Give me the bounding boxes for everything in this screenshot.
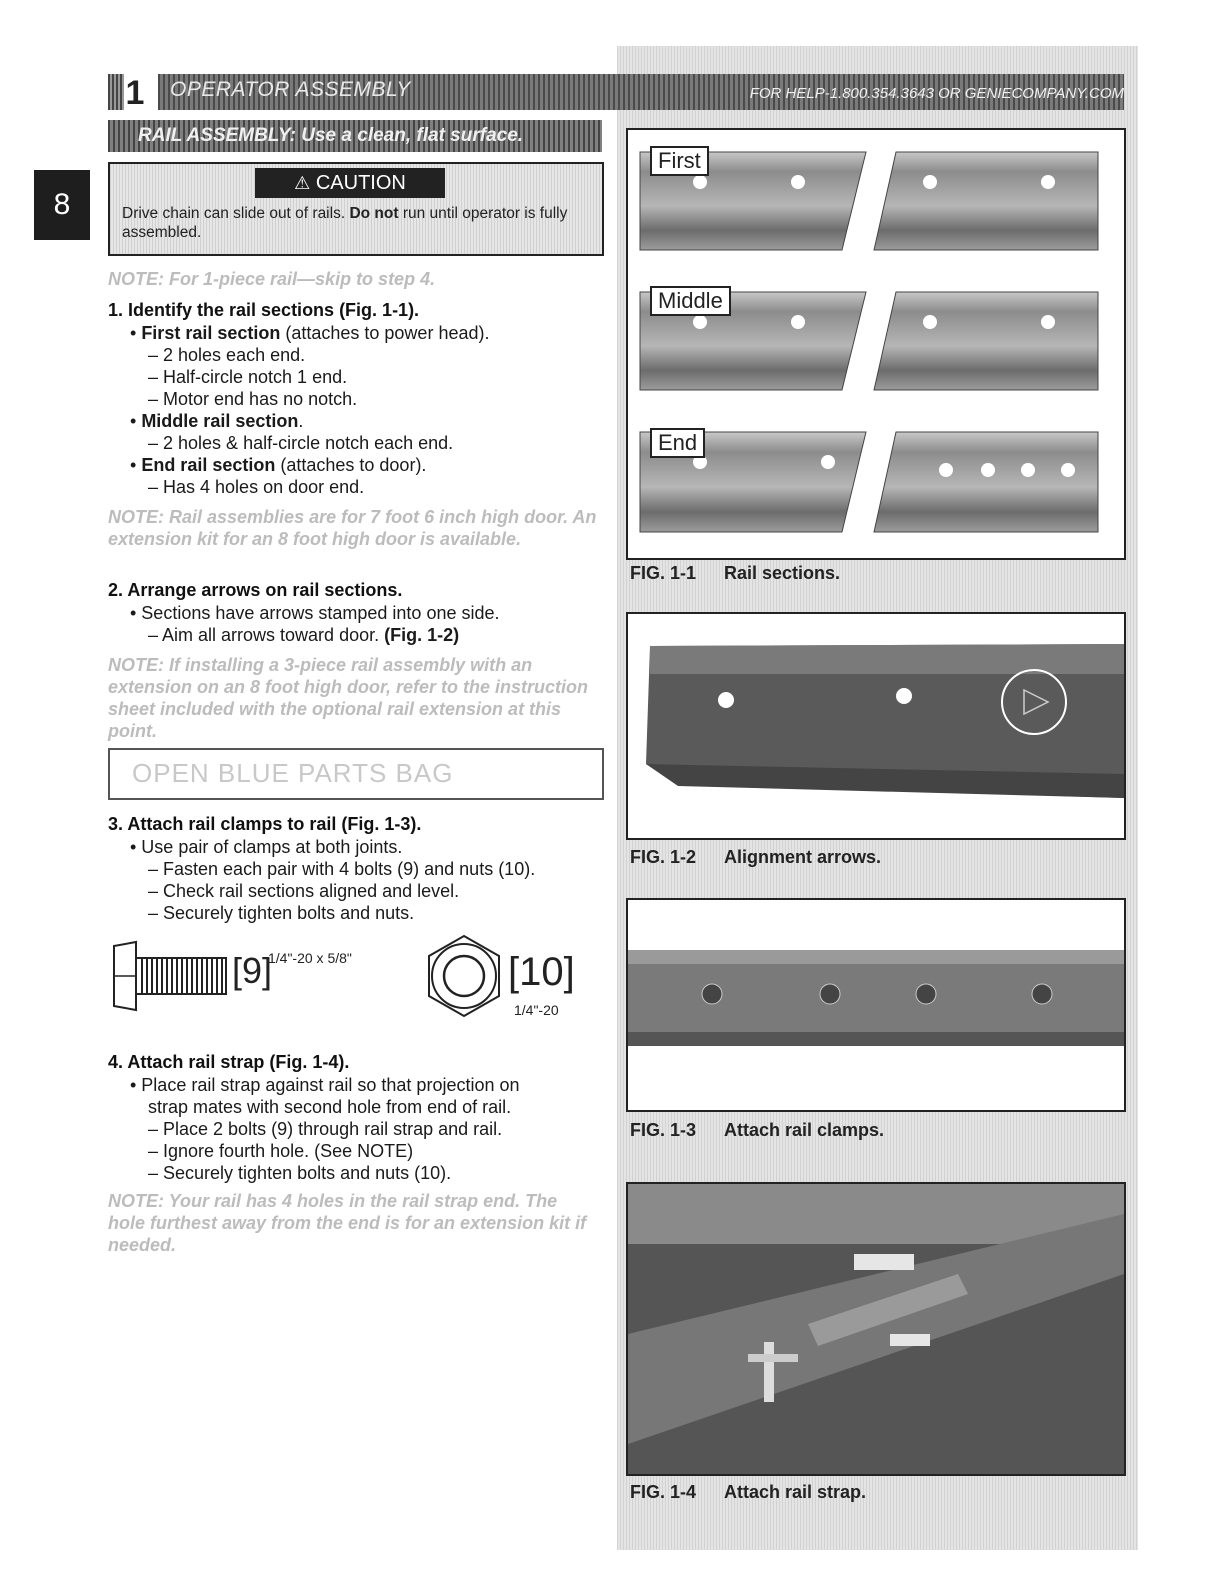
caution-text: Drive chain can slide out of rails. Do not run until operator is fully assembled. — [122, 205, 568, 241]
caution-label-text: CAUTION — [315, 172, 406, 194]
list-item: – Has 4 holes on door end. — [148, 477, 365, 497]
step-number: 1 — [125, 74, 145, 112]
figure-caption: FIG. 1-2 Alignment arrows. — [630, 847, 882, 867]
step-1-heading: 1. Identify the rail sections (Fig. 1-1). — [108, 300, 420, 320]
first-rail-line: • First rail section (attaches to power head). — [130, 323, 490, 343]
list-item: – Securely tighten bolts and nuts. — [148, 903, 415, 923]
list-item: – Securely tighten bolts and nuts (10). — [148, 1163, 452, 1183]
nut-part-number: [10] — [508, 950, 575, 994]
page-number: 8 — [34, 170, 90, 240]
rail-tag-end: End — [650, 428, 705, 458]
figure-alignment-arrows — [626, 612, 1126, 840]
warning-icon: ⚠ — [294, 173, 311, 193]
list-item: – 2 holes & half-circle notch each end. — [148, 433, 454, 453]
list-item: – 2 holes each end. — [148, 345, 306, 365]
nut-spec: 1/4"-20 — [514, 1002, 559, 1018]
list-item: • Place rail strap against rail so that projection on — [130, 1075, 520, 1095]
rail-tag-middle: Middle — [650, 286, 731, 316]
step-4-heading: 4. Attach rail strap (Fig. 1-4). — [108, 1052, 350, 1072]
list-item: – Aim all arrows toward door. (Fig. 1-2) — [148, 625, 460, 645]
section-title: OPERATOR ASSEMBLY — [170, 78, 411, 101]
bolt-spec: 1/4"-20 x 5/8" — [268, 950, 352, 966]
nut-icon — [422, 934, 506, 1018]
list-item: – Check rail sections aligned and level. — [148, 881, 460, 901]
list-item: • Use pair of clamps at both joints. — [130, 837, 403, 857]
figure-rail-sections — [626, 128, 1126, 560]
figure-caption: FIG. 1-3 Attach rail clamps. — [630, 1120, 885, 1140]
note-rail-strap-holes: NOTE: Your rail has 4 holes in the rail strap end. The hole furthest away from the end is for an extension kit if needed. — [108, 1191, 587, 1255]
list-item: – Place 2 bolts (9) through rail strap and rail. — [148, 1119, 503, 1139]
figure-attach-rail-clamps — [626, 898, 1126, 1112]
caution-label — [255, 168, 445, 198]
step-2-heading: 2. Arrange arrows on rail sections. — [108, 580, 403, 600]
list-item: • Sections have arrows stamped into one side. — [130, 603, 500, 623]
figure-caption: FIG. 1-1 Rail sections. — [630, 563, 841, 583]
open-blue-parts-bag-label: OPEN BLUE PARTS BAG — [132, 758, 454, 788]
middle-rail-line: • Middle rail section. — [130, 411, 304, 431]
list-item: strap mates with second hole from end of rail. — [148, 1097, 512, 1117]
end-rail-line: • End rail section (attaches to door). — [130, 455, 427, 475]
bolt-icon — [110, 938, 230, 1014]
rail-tag-first: First — [650, 146, 709, 176]
bolt-part-number: [9] — [232, 950, 273, 991]
step-3-heading: 3. Attach rail clamps to rail (Fig. 1-3). — [108, 814, 422, 834]
list-item: – Ignore fourth hole. (See NOTE) — [148, 1141, 414, 1161]
figure-caption: FIG. 1-4 Attach rail strap. — [630, 1482, 867, 1502]
list-item: – Motor end has no notch. — [148, 389, 358, 409]
note-extension: NOTE: If installing a 3-piece rail assembly with an extension on an 8 foot high door, refer to the instruction sheet included with the optional rail extension at this point. — [108, 655, 589, 741]
figure-attach-rail-strap — [626, 1182, 1126, 1476]
list-item: – Fasten each pair with 4 bolts (9) and nuts (10). — [148, 859, 536, 879]
rail-assembly-subheader: RAIL ASSEMBLY: Use a clean, flat surface. — [108, 120, 602, 152]
help-contact: FOR HELP-1.800.354.3643 OR GENIECOMPANY.COM — [749, 85, 1124, 102]
note-one-piece-rail: NOTE: For 1-piece rail—skip to step 4. — [108, 269, 436, 289]
list-item: – Half-circle notch 1 end. — [148, 367, 348, 387]
note-rail-height: NOTE: Rail assemblies are for 7 foot 6 inch high door. An extension kit for an 8 foot high door is available. — [108, 507, 597, 549]
